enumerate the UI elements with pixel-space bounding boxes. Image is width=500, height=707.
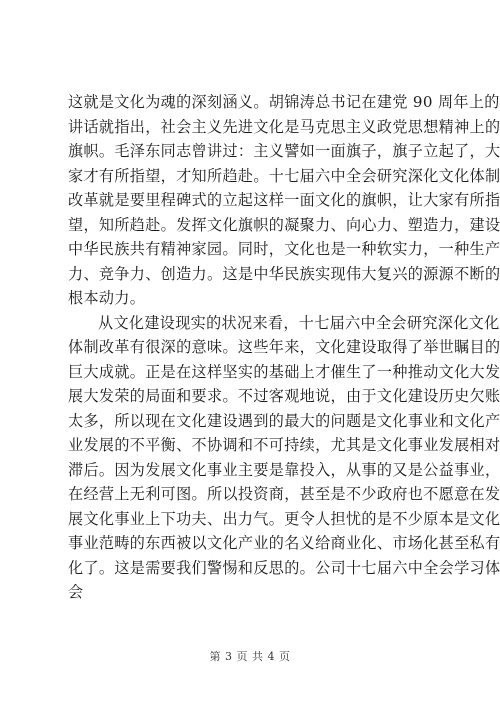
- text-line: 会: [68, 583, 84, 601]
- text-line: 中华民族共有精神家园。同时，文化也是一种软实力，一种生产: [68, 240, 500, 258]
- text-line: 太多，所以现在文化建设遇到的最大的问题是文化事业和文化产: [68, 411, 500, 430]
- text-line: 巨大成就。正是在这样坚实的基础上才催生了一种推动文化大发: [68, 362, 500, 381]
- text-line: 展大发荣的局面和要求。不过客观地说，由于文化建设历史欠账: [68, 387, 500, 405]
- text-line: 体制改革有很深的意味。这些年来，文化建设取得了举世瞩目的: [68, 338, 500, 356]
- text-line: 望，知所趋赴。发挥文化旗帜的凝聚力、向心力、塑造力，建设: [68, 215, 500, 234]
- text-line: 家才有所指望，才知所趋赴。十七届六中全会研究深化文化体制: [68, 166, 500, 185]
- text-line: 在经营上无利可图。所以投资商，甚至是不少政府也不愿意在发: [68, 485, 500, 503]
- page-number-label: 第 3 页 共 4 页: [209, 650, 291, 663]
- text-line: 业发展的不平衡、不协调和不可持续，尤其是文化事业发展相对: [68, 436, 500, 454]
- text-line: 讲话就指出，社会主义先进文化是马克思主义政党思想精神上的: [68, 117, 500, 136]
- text-line: 化了。这是需要我们警惕和反思的。公司十七届六中全会学习体: [68, 558, 500, 577]
- text-line: 展文化事业上下功夫、出力气。更令人担忧的是不少原本是文化: [68, 509, 500, 528]
- page-footer: [0, 648, 500, 664]
- document-body: [68, 90, 500, 605]
- text-line: 旗帜。毛泽东同志曾讲过：主义譬如一面旗子，旗子立起了，大: [68, 142, 500, 160]
- text-line: 事业范畴的东西被以文化产业的名义给商业化、市场化甚至私有: [68, 534, 500, 552]
- text-line: 滞后。因为发展文化事业主要是靠投入，从事的又是公益事业，: [68, 460, 500, 479]
- paragraph-first-line: 从文化建设现实的状况来看，十七届六中全会研究深化文化: [98, 313, 500, 332]
- text-line: 根本动力。: [68, 289, 146, 307]
- text-line: 改革就是要里程碑式的立起这样一面文化的旗帜，让大家有所指: [68, 191, 500, 209]
- text-line: 这就是文化为魂的深刻涵义。胡锦涛总书记在建党 90 周年上的: [68, 93, 500, 111]
- text-line: 力、竞争力、创造力。这是中华民族实现伟大复兴的源源不断的: [68, 264, 500, 283]
